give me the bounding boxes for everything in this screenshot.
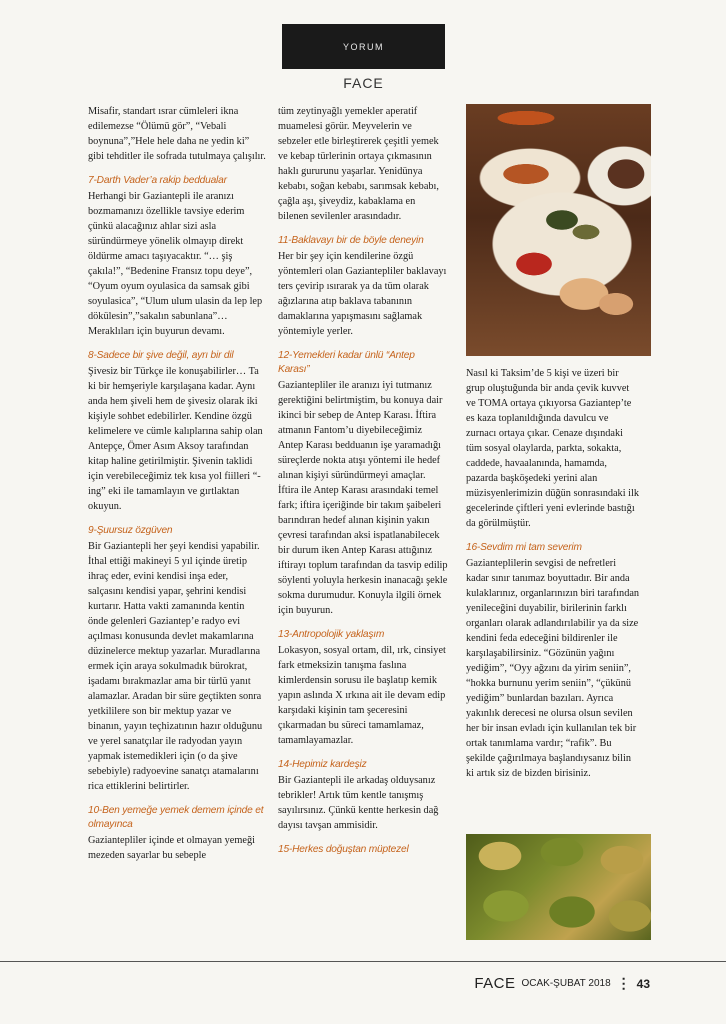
magazine-logo: FACE <box>343 75 384 91</box>
section-label: YORUM <box>343 41 384 52</box>
subheading-7: 7-Darth Vader’a rakip beddualar <box>88 175 227 186</box>
subheading-9: 9-Şuursuz özgüven <box>88 525 173 536</box>
paragraph: tüm zeytinyağlı yemekler aperatif muamelesi görür. Meyvelerin ve sebzeler etle birleştirerek çeşitli yemek ve kebap türlerinin ortaya çıkmasının haklı gururunu yaşarlar. Yenidünya kebabı, soğan kebabı, sarımsak kebabı, çağla aşı, şiveydiz, kabaklama en bilenen sevilenler arasındadır. <box>278 106 439 222</box>
paragraph: Bir Gaziantepli her şeyi kendisi yapabilir. İthal ettiği makineyi 5 yıl içinde üretip ihraç eder, evini kendisi inşa eder, salçasını kendisi yapar, şehrini kendisi kurtarır. Hatta vakti zamanında kentin önde gelenleri Gaziantep’e radyo evi açılması konusunda devlet makamlarına düzinelerce mektup yazarlar. Muradlarına ermek için araya sokulmadık bürokrat, işadamı bırakmazlar ama bir türlü yanıt alamazlar. Aradan bir süre geçtikten sonra yetkililere son bir mektup yazar ve binanın, yayın teçhizatının hazır olduğunu ve yerel sanatçılar ile radyodan yayın yapmak istemedikleri için (o da şive sebebiyle) radyoevine sanatçı atamalarını rica ettiklerini belirtirler. <box>88 541 263 792</box>
paragraph: Lokasyon, sosyal ortam, dil, ırk, cinsiyet fark etmeksizin tanışma faslına kimlerdensin sorusu ile başlatıp kemik yapın aslında X ırkına ait ile devam edip karşıdaki kişinin tam şeceresini çıkarmadan bu süreci tamamlamaz, tamamlayamazlar. <box>278 645 446 746</box>
page-number: 43 <box>636 976 650 991</box>
paragraph: Her bir şey için kendilerine özgü yöntemleri olan Gaziantepliler baklavayı ters çevirip ısırarak ya da tüm olarak ağızlarına atıp baklava tabanının damaklarına yapışmasını sağlamak yöntemiyle yerler. <box>278 251 447 337</box>
separator-icon: ⋮ <box>616 975 631 991</box>
page-footer <box>474 975 650 992</box>
paragraph: Gazianteplilerin sevgisi de nefretleri kadar sınır tanımaz boyuttadır. Bir anda kulaklarınız, organlarınızın biri tarafından yenileceğini duyabilir, birilerinin farklı organları olarak adlandırılabilir ya da size kendini feda edeceğini bildirenler ile karşılaşabilirsiniz. “Gözünün yağını yediğim”, “Oyy ağzını da yirim seniin”, “hokka burnunu yerim seniin”, “çükünü yediğim” bunlardan bazıları. Ayrıca yakınlık derecesi ne olursa olsun sevilen her bir insan evladı için kullanılan tek bir ortak tanımlama vardır; “rafik”. Bu şekilde çağırılmaya başlandıysanız bilin ki artık siz de bizden birisiniz. <box>466 558 640 779</box>
subheading-14: 14-Hepimiz kardeşiz <box>278 759 367 770</box>
subheading-11: 11-Baklavayı bir de böyle deneyin <box>278 235 424 246</box>
text-column-1 <box>88 104 266 869</box>
text-column-2 <box>278 104 448 858</box>
food-platter-photo <box>466 104 651 356</box>
issue-date: OCAK-ŞUBAT 2018 <box>521 978 611 989</box>
section-label-box <box>282 24 445 69</box>
paragraph: Bir Gaziantepli ile arkadaş olduysanız tebrikler! Artık tüm kentle tanışmış sayılırsınız. Çünkü kentte herkesin dağ dayısı tavşan ammisidir. <box>278 775 439 831</box>
subheading-12: 12-Yemekleri kadar ünlü “Antep Karası” <box>278 350 415 375</box>
subheading-8: 8-Sadece bir şive değil, ayrı bir dil <box>88 350 234 361</box>
paragraph: Misafir, standart ısrar cümleleri ikna edilemezse “Ölümü gör”, “Vebali boynuna”,”Hele hele daha ne yedin ki” gibi tehditler ile sofrada tutulmaya çalışılır. <box>88 106 266 162</box>
text-column-3 <box>466 366 640 787</box>
footer-divider <box>0 961 726 962</box>
footer-logo: FACE <box>474 975 516 992</box>
paragraph: Gaziantepliler içinde et olmayan yemeği mezeden sayarlar bu sebeple <box>88 835 255 861</box>
subheading-13: 13-Antropolojik yaklaşım <box>278 629 385 640</box>
subheading-15: 15-Herkes doğuştan müptezel <box>278 844 409 855</box>
paragraph: Herhangi bir Gaziantepli ile aranızı bozmamanızı özellikle tavsiye ederim çünkü alacağınız ahlar sizi asla süründürmeye yönelik olmayıp direkt öldürme amacı taşıyacaktır. “… şiş çakıla!”, “Bedenine Fransız topu deye”, “Oyum oyum oyulasica da samsak gibi soyulasica”, “Ulum ulum ulasin da lep lep dökülesin”,”sakalın sabunlana”… Meraklıları için buyurun devamı. <box>88 191 263 337</box>
subheading-10: 10-Ben yemeğe yemek demem içinde et olmayınca <box>88 805 264 830</box>
baklava-photo <box>466 834 651 940</box>
paragraph: Gaziantepliler ile aranızı iyi tutmanız gerektiğini belirtmiştim, bu konuya dair ikinci bir sebep de Antep Karası. İftira atmanın Fantom’u diyebileceğimiz Antep Karası bedduanın işe yaramadığı süreçlerde nokta atışı yöntemi ile hedef alınan kişiyi süründürmeyi amaçlar. İftira ile Antep Karası arasındaki temel fark; iftira içeriğinde bir takım şaibeleri barındıran hedef alınan kişinin yakın çevresi tarafından aksi ispatlanabilecek bir durum iken Antep Karası attığınız iftirayı toplum tarafından da tasvip edilip söylenti yoluyla herkesin inanacağı şekle sokma durumudur. Konuyla ilgili örnek için buyurun. <box>278 380 448 616</box>
paragraph: Nasıl ki Taksim’de 5 kişi ve üzeri bir grup oluştuğunda bir anda çevik kuvvet ve TOMA ortaya çıkıyorsa Gaziantep’te es kaza toplanıldığında davulcu ve zurnacı ortaya çıkar. Cenaze dışındaki tüm sosyal olaylarda, parkta, sokakta, caddede, havaalanında, hamamda, pazarda başköşedeki yerini alan müzisyenlerimizin düğün sonrasındaki ilk gecelerinde çiftleri yeni evlerinde bastığı da görülmüştür. <box>466 368 640 529</box>
paragraph: Şivesiz bir Türkçe ile konuşabilirler… Ta ki bir hemşeriyle karşılaşana kadar. Aynı anda hem şiveli hem de şivesiz olarak iki kişiyle sohbet edebilirler. Kendine özgü kelimelere ve cümle kalıplarına sahip olan Antepçe, Ömer Asım Aksoy tarafından kitap haline getirilmiştir. Şivenin taklidi için verebileceğimiz tek kısa yol fiilleri “-ing” eki ile tamamlayın ve gırtlaktan okuyun. <box>88 366 263 512</box>
subheading-16: 16-Sevdim mi tam severim <box>466 542 582 553</box>
